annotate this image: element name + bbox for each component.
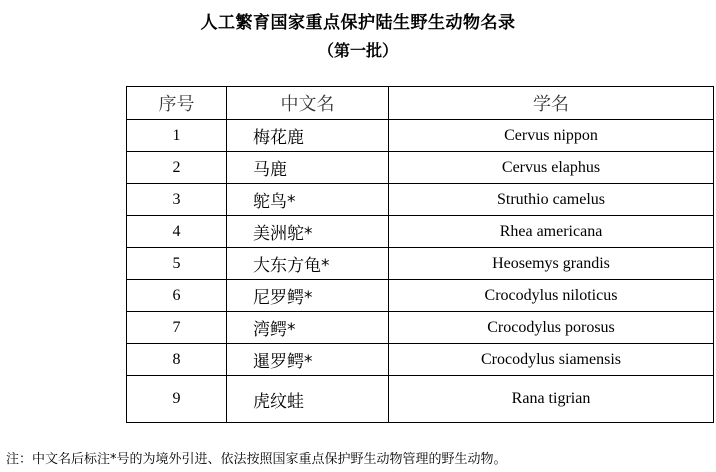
cell-chinese-name: 虎纹蛙	[227, 376, 389, 423]
cell-chinese-name: 尼罗鳄*	[227, 280, 389, 312]
document-title: 人工繁育国家重点保护陆生野生动物名录	[200, 13, 516, 33]
cell-serial-number: 2	[127, 152, 227, 184]
cell-chinese-name: 马鹿	[227, 152, 389, 184]
table-row	[127, 152, 714, 184]
table-row	[127, 312, 714, 344]
cell-chinese-name: 鸵鸟*	[227, 184, 389, 216]
species-table	[126, 86, 714, 423]
table-row	[127, 344, 714, 376]
footnote: 注：中文名后标注*号的为境外引进、依法按照国家重点保护野生动物管理的野生动物。	[6, 452, 507, 467]
header-scientific-name: 学名	[389, 87, 714, 120]
cell-chinese-name: 暹罗鳄*	[227, 344, 389, 376]
cell-scientific-name: Struthio camelus	[389, 184, 714, 216]
cell-serial-number: 1	[127, 120, 227, 152]
cell-serial-number: 8	[127, 344, 227, 376]
cell-chinese-name: 美洲鸵*	[227, 216, 389, 248]
table-header-row	[127, 87, 714, 120]
table-row	[127, 120, 714, 152]
cell-scientific-name: Crocodylus niloticus	[389, 280, 714, 312]
cell-chinese-name: 梅花鹿	[227, 120, 389, 152]
table-row	[127, 376, 714, 423]
cell-serial-number: 5	[127, 248, 227, 280]
cell-scientific-name: Crocodylus porosus	[389, 312, 714, 344]
cell-scientific-name: Cervus elaphus	[389, 152, 714, 184]
table-row	[127, 216, 714, 248]
cell-scientific-name: Rana tigrian	[389, 376, 714, 423]
cell-scientific-name: Heosemys grandis	[389, 248, 714, 280]
header-serial-number: 序号	[127, 87, 227, 120]
cell-serial-number: 7	[127, 312, 227, 344]
cell-chinese-name: 大东方龟*	[227, 248, 389, 280]
cell-serial-number: 9	[127, 376, 227, 423]
table-row	[127, 248, 714, 280]
cell-scientific-name: Rhea americana	[389, 216, 714, 248]
cell-serial-number: 6	[127, 280, 227, 312]
table-row	[127, 280, 714, 312]
cell-scientific-name: Cervus nippon	[389, 120, 714, 152]
cell-chinese-name: 湾鳄*	[227, 312, 389, 344]
header-chinese-name: 中文名	[227, 87, 389, 120]
table-row	[127, 184, 714, 216]
cell-serial-number: 4	[127, 216, 227, 248]
cell-scientific-name: Crocodylus siamensis	[389, 344, 714, 376]
document-subtitle: （第一批）	[317, 41, 398, 60]
cell-serial-number: 3	[127, 184, 227, 216]
